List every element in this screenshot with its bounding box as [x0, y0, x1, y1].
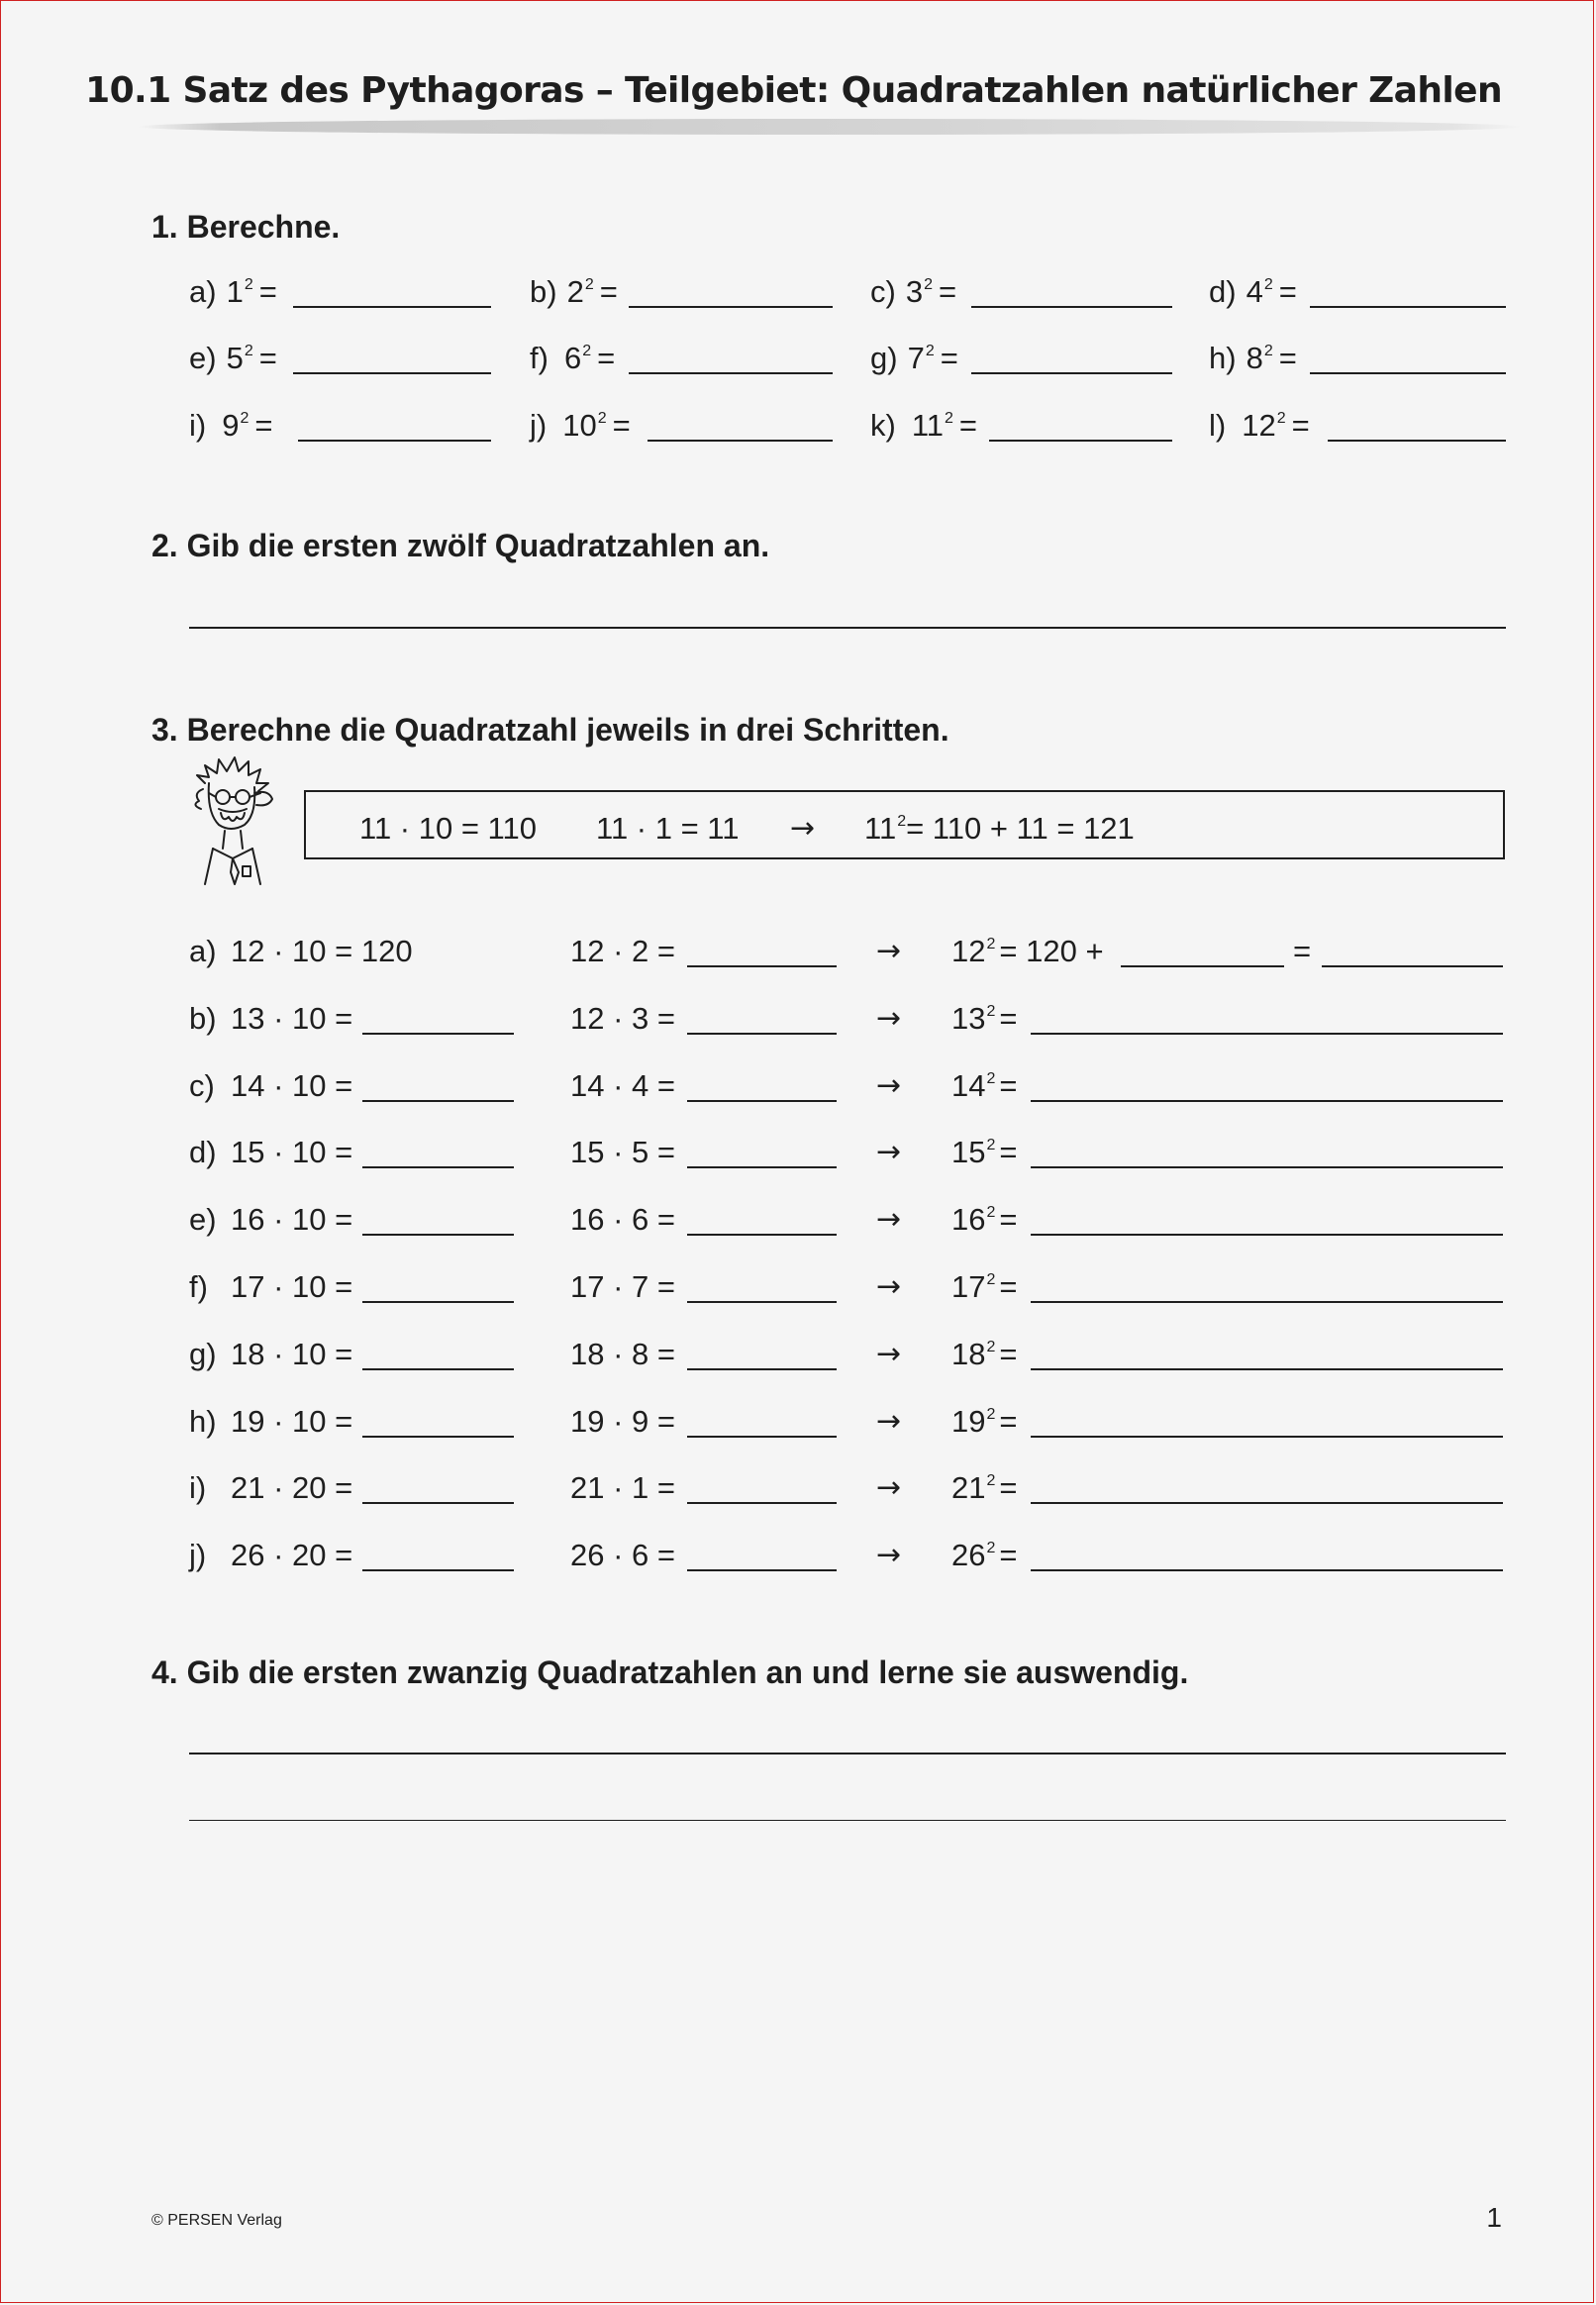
row-label: e) [189, 1202, 217, 1237]
result-rest: = [999, 1135, 1018, 1169]
result-exponent: 2 [986, 1406, 996, 1423]
task1-item-d [1209, 274, 1297, 310]
page-title: 10.1 Satz des Pythagoras – Teilgebiet: Quadratzahlen natürlicher Zahlen [85, 70, 1502, 111]
task1-item-k [870, 408, 977, 444]
result-base: 18 [951, 1337, 986, 1371]
step2-answer-line[interactable] [687, 1100, 837, 1102]
item-label: b) [530, 274, 557, 309]
step2-answer-line[interactable] [687, 1368, 837, 1370]
item-base: 7 [907, 341, 925, 375]
row-result [951, 1538, 1018, 1573]
item-equals: = [599, 274, 618, 309]
item-base: 9 [222, 408, 240, 443]
row-step2: 12 · 2 = [570, 934, 675, 968]
row-step2: 17 · 7 = [570, 1269, 675, 1304]
row-step1: 17 · 10 = [231, 1269, 353, 1304]
row-label: h) [189, 1404, 217, 1439]
example-result [864, 811, 1135, 847]
item-label: g) [870, 341, 898, 375]
task1-answer-line[interactable] [298, 440, 491, 442]
item-label: d) [1209, 274, 1237, 309]
row-equals: = [1293, 934, 1312, 968]
task4-answer-line-1[interactable] [189, 1753, 1506, 1754]
task2-answer-line[interactable] [189, 627, 1506, 629]
row-label: a) [189, 934, 217, 968]
item-equals: = [938, 274, 957, 309]
item-equals: = [612, 408, 631, 443]
item-base: 4 [1246, 274, 1263, 309]
step2-answer-line[interactable] [687, 1436, 837, 1438]
row-label: i) [189, 1470, 207, 1505]
item-equals: = [1291, 408, 1310, 443]
result-exponent: 2 [986, 1271, 996, 1288]
task1-item-j [530, 408, 631, 444]
step1-answer-line[interactable] [362, 1033, 514, 1035]
title-underline-brush [138, 119, 1522, 135]
item-equals: = [1278, 341, 1297, 375]
step2-answer-line[interactable] [687, 1166, 837, 1168]
row-step2: 21 · 1 = [570, 1470, 675, 1505]
row-step1: 19 · 10 = [231, 1404, 353, 1439]
item-exponent: 2 [240, 410, 249, 427]
task4-answer-line-2[interactable] [189, 1820, 1506, 1821]
item-label: k) [870, 408, 896, 443]
row-label: j) [189, 1538, 207, 1572]
task1-item-c [870, 274, 956, 310]
arrow-icon: → [876, 1135, 902, 1169]
result-base: 15 [951, 1135, 986, 1169]
row-result [951, 1135, 1018, 1170]
result-rest: = [999, 1068, 1018, 1103]
item-equals: = [258, 274, 277, 309]
arrow-icon: → [876, 1202, 902, 1237]
item-exponent: 2 [945, 410, 953, 427]
task1-answer-line[interactable] [293, 372, 491, 374]
task1-item-b [530, 274, 618, 310]
item-label: i) [189, 408, 207, 443]
row-result [951, 1404, 1018, 1440]
result-rest: = [999, 1202, 1018, 1237]
result-answer-line[interactable] [1031, 1166, 1503, 1168]
row-result [951, 1068, 1018, 1104]
item-base: 8 [1246, 341, 1263, 375]
step1-answer-line[interactable] [362, 1502, 514, 1504]
example-result-exponent: 2 [897, 813, 907, 830]
row-step2: 18 · 8 = [570, 1337, 675, 1371]
result-exponent: 2 [986, 936, 996, 952]
row-step1: 15 · 10 = [231, 1135, 353, 1169]
task1-item-f [530, 341, 615, 376]
step2-answer-line[interactable] [687, 1033, 837, 1035]
task1-heading: 1. Berechne. [151, 209, 341, 245]
row-label: c) [189, 1068, 215, 1103]
item-equals: = [597, 341, 616, 375]
result-exponent: 2 [986, 1339, 996, 1355]
row-result [951, 934, 1104, 969]
task1-item-h [1209, 341, 1297, 376]
row-step2: 14 · 4 = [570, 1068, 675, 1103]
task1-answer-line[interactable] [1310, 372, 1506, 374]
step2-answer-line[interactable] [687, 1234, 837, 1236]
step1-answer-line[interactable] [362, 1301, 514, 1303]
row-step2: 16 · 6 = [570, 1202, 675, 1237]
result-answer-line[interactable] [1031, 1234, 1503, 1236]
result-answer-line[interactable] [1322, 965, 1503, 967]
result-base: 21 [951, 1470, 986, 1505]
result-base: 17 [951, 1269, 986, 1304]
arrow-icon: → [876, 1404, 902, 1439]
task1-answer-line[interactable] [293, 306, 491, 308]
result-base: 26 [951, 1538, 986, 1572]
example-arrow-icon: → [790, 811, 816, 846]
result-rest: = [999, 1470, 1018, 1505]
row-result [951, 1470, 1018, 1506]
task1-answer-line[interactable] [629, 372, 833, 374]
item-label: a) [189, 274, 217, 309]
result-partial-line[interactable] [1121, 965, 1284, 967]
item-exponent: 2 [925, 343, 935, 359]
item-base: 2 [566, 274, 584, 309]
item-exponent: 2 [1263, 276, 1273, 293]
task1-item-e [189, 341, 277, 376]
professor-illustration [185, 753, 280, 892]
task1-item-i [189, 408, 272, 444]
copyright-footer: © PERSEN Verlag [151, 2212, 282, 2229]
result-answer-line[interactable] [1031, 1502, 1503, 1504]
result-exponent: 2 [986, 1070, 996, 1087]
row-label: d) [189, 1135, 217, 1169]
result-answer-line[interactable] [1031, 1436, 1503, 1438]
result-answer-line[interactable] [1031, 1100, 1503, 1102]
item-equals: = [254, 408, 273, 443]
item-exponent: 2 [244, 276, 253, 293]
item-base: 1 [226, 274, 244, 309]
result-base: 13 [951, 1001, 986, 1036]
row-step2: 12 · 3 = [570, 1001, 675, 1036]
item-base: 10 [562, 408, 597, 443]
result-exponent: 2 [986, 1137, 996, 1153]
result-base: 12 [951, 934, 986, 968]
arrow-icon: → [876, 934, 902, 968]
arrow-icon: → [876, 1068, 902, 1103]
task1-item-a [189, 274, 277, 310]
result-rest: = [999, 1269, 1018, 1304]
result-rest: = [999, 1337, 1018, 1371]
row-step1: 18 · 10 = [231, 1337, 353, 1371]
task4-heading: 4. Gib die ersten zwanzig Quadratzahlen an und lerne sie auswendig. [151, 1654, 1189, 1690]
task1-answer-line[interactable] [971, 306, 1172, 308]
item-exponent: 2 [1263, 343, 1273, 359]
row-result [951, 1269, 1018, 1305]
result-rest: = 120 + [999, 934, 1104, 968]
step1-answer-line[interactable] [362, 1569, 514, 1571]
result-base: 14 [951, 1068, 986, 1103]
task3-heading: 3. Berechne die Quadratzahl jeweils in drei Schritten. [151, 712, 949, 748]
step1-answer-line[interactable] [362, 1368, 514, 1370]
result-exponent: 2 [986, 1472, 996, 1489]
task1-answer-line[interactable] [989, 440, 1172, 442]
step1-answer-line[interactable] [362, 1234, 514, 1236]
example-result-rest: = 110 + 11 = 121 [906, 811, 1135, 846]
item-exponent: 2 [1276, 410, 1286, 427]
example-step2: 11 · 1 = 11 [596, 811, 740, 846]
result-answer-line[interactable] [1031, 1569, 1503, 1571]
item-exponent: 2 [924, 276, 933, 293]
result-exponent: 2 [986, 1003, 996, 1020]
task1-item-g [870, 341, 958, 376]
result-answer-line[interactable] [1031, 1368, 1503, 1370]
task1-answer-line[interactable] [629, 306, 833, 308]
item-label: f) [530, 341, 549, 375]
step2-answer-line[interactable] [687, 1301, 837, 1303]
result-rest: = [999, 1001, 1018, 1036]
row-step1: 21 · 20 = [231, 1470, 353, 1505]
result-exponent: 2 [986, 1204, 996, 1221]
row-result [951, 1202, 1018, 1238]
step2-answer-line[interactable] [687, 965, 837, 967]
step1-answer-line[interactable] [362, 1100, 514, 1102]
result-answer-line[interactable] [1031, 1033, 1503, 1035]
row-result [951, 1337, 1018, 1372]
row-step2: 15 · 5 = [570, 1135, 675, 1169]
result-rest: = [999, 1404, 1018, 1439]
task1-answer-line[interactable] [1328, 440, 1506, 442]
item-equals: = [1278, 274, 1297, 309]
arrow-icon: → [876, 1337, 902, 1371]
row-label: f) [189, 1269, 208, 1304]
page-number: 1 [1486, 2202, 1502, 2233]
item-base: 12 [1242, 408, 1276, 443]
result-answer-line[interactable] [1031, 1301, 1503, 1303]
task2-heading: 2. Gib die ersten zwölf Quadratzahlen an. [151, 528, 770, 563]
task1-item-l [1209, 408, 1310, 444]
row-step1: 16 · 10 = [231, 1202, 353, 1237]
item-label: h) [1209, 341, 1237, 375]
row-step1: 14 · 10 = [231, 1068, 353, 1103]
result-base: 16 [951, 1202, 986, 1237]
item-equals: = [940, 341, 958, 375]
step1-answer-line[interactable] [362, 1436, 514, 1438]
task1-answer-line[interactable] [1310, 306, 1506, 308]
row-step1: 13 · 10 = [231, 1001, 353, 1036]
step1-answer-line[interactable] [362, 1166, 514, 1168]
arrow-icon: → [876, 1269, 902, 1304]
item-equals: = [958, 408, 978, 443]
item-label: e) [189, 341, 217, 375]
row-step1: 12 · 10 = 120 [231, 934, 413, 968]
item-label: l) [1209, 408, 1227, 443]
step2-answer-line[interactable] [687, 1569, 837, 1571]
item-label: c) [870, 274, 896, 309]
result-exponent: 2 [986, 1540, 996, 1556]
result-base: 19 [951, 1404, 986, 1439]
item-base: 3 [905, 274, 924, 309]
item-base: 5 [226, 341, 244, 375]
row-step1: 26 · 20 = [231, 1538, 353, 1572]
row-result [951, 1001, 1018, 1037]
row-step2: 26 · 6 = [570, 1538, 675, 1572]
example-step1: 11 · 10 = 110 [359, 811, 537, 846]
arrow-icon: → [876, 1538, 902, 1572]
example-result-base: 11 [864, 811, 897, 846]
row-step2: 19 · 9 = [570, 1404, 675, 1439]
item-equals: = [258, 341, 277, 375]
item-exponent: 2 [244, 343, 253, 359]
item-exponent: 2 [597, 410, 607, 427]
item-base: 11 [911, 408, 945, 443]
row-label: g) [189, 1337, 217, 1371]
item-exponent: 2 [584, 276, 594, 293]
arrow-icon: → [876, 1470, 902, 1505]
arrow-icon: → [876, 1001, 902, 1036]
item-label: j) [530, 408, 548, 443]
task1-answer-line[interactable] [971, 372, 1172, 374]
result-rest: = [999, 1538, 1018, 1572]
task1-answer-line[interactable] [648, 440, 833, 442]
row-label: b) [189, 1001, 217, 1036]
item-base: 6 [563, 341, 582, 375]
step2-answer-line[interactable] [687, 1502, 837, 1504]
item-exponent: 2 [582, 343, 592, 359]
